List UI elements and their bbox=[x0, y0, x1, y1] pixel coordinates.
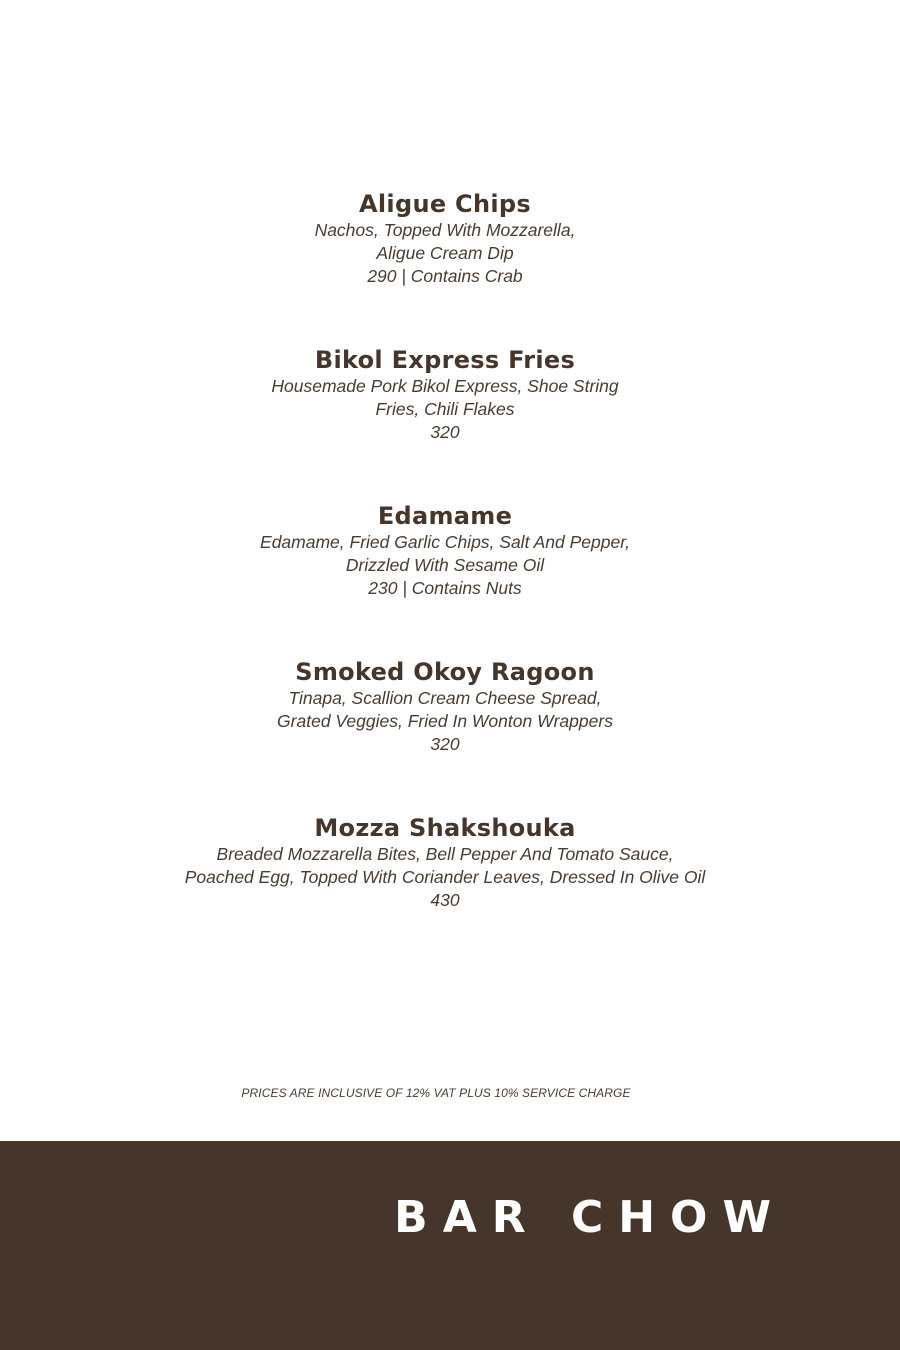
item-description: Tinapa, Scallion Cream Cheese Spread, bbox=[288, 688, 602, 708]
menu-item bbox=[0, 813, 890, 969]
item-name: Smoked Okoy Ragoon bbox=[295, 658, 595, 686]
item-name: Bikol Express Fries bbox=[314, 346, 576, 374]
item-description: Nachos, Topped With Mozzarella, bbox=[314, 220, 576, 240]
item-price: 230 | Contains Nuts bbox=[368, 578, 522, 598]
item-name: Mozza Shakshouka bbox=[314, 814, 576, 842]
item-description: Aligue Cream Dip bbox=[376, 243, 514, 263]
pricing-footnote: PRICES ARE INCLUSIVE OF 12% VAT PLUS 10% SERVICE CHARGE bbox=[241, 1086, 631, 1100]
item-price: 430 bbox=[430, 890, 460, 910]
item-price: 290 | Contains Crab bbox=[367, 266, 523, 286]
item-price: 320 bbox=[430, 734, 460, 754]
item-description: Poached Egg, Topped With Coriander Leaves, Dressed In Olive Oil bbox=[184, 867, 706, 887]
item-description: Breaded Mozzarella Bites, Bell Pepper And Tomato Sauce, bbox=[216, 844, 674, 864]
item-name: Aligue Chips bbox=[359, 190, 531, 218]
item-description: Fries, Chili Flakes bbox=[375, 399, 515, 419]
footer-band bbox=[0, 1141, 900, 1350]
menu-item bbox=[0, 657, 890, 813]
item-description: Drizzled With Sesame Oil bbox=[345, 555, 545, 575]
item-description: Housemade Pork Bikol Express, Shoe String bbox=[271, 376, 619, 396]
item-price: 320 bbox=[430, 422, 460, 442]
section-title: BAR CHOW bbox=[394, 1192, 786, 1243]
item-name: Edamame bbox=[377, 502, 513, 530]
menu-item bbox=[0, 501, 890, 657]
item-description: Edamame, Fried Garlic Chips, Salt And Pepper, bbox=[260, 532, 630, 552]
menu-item bbox=[0, 189, 890, 345]
menu-item bbox=[0, 345, 890, 501]
menu-list bbox=[0, 189, 890, 969]
item-description: Grated Veggies, Fried In Wonton Wrappers bbox=[277, 711, 613, 731]
